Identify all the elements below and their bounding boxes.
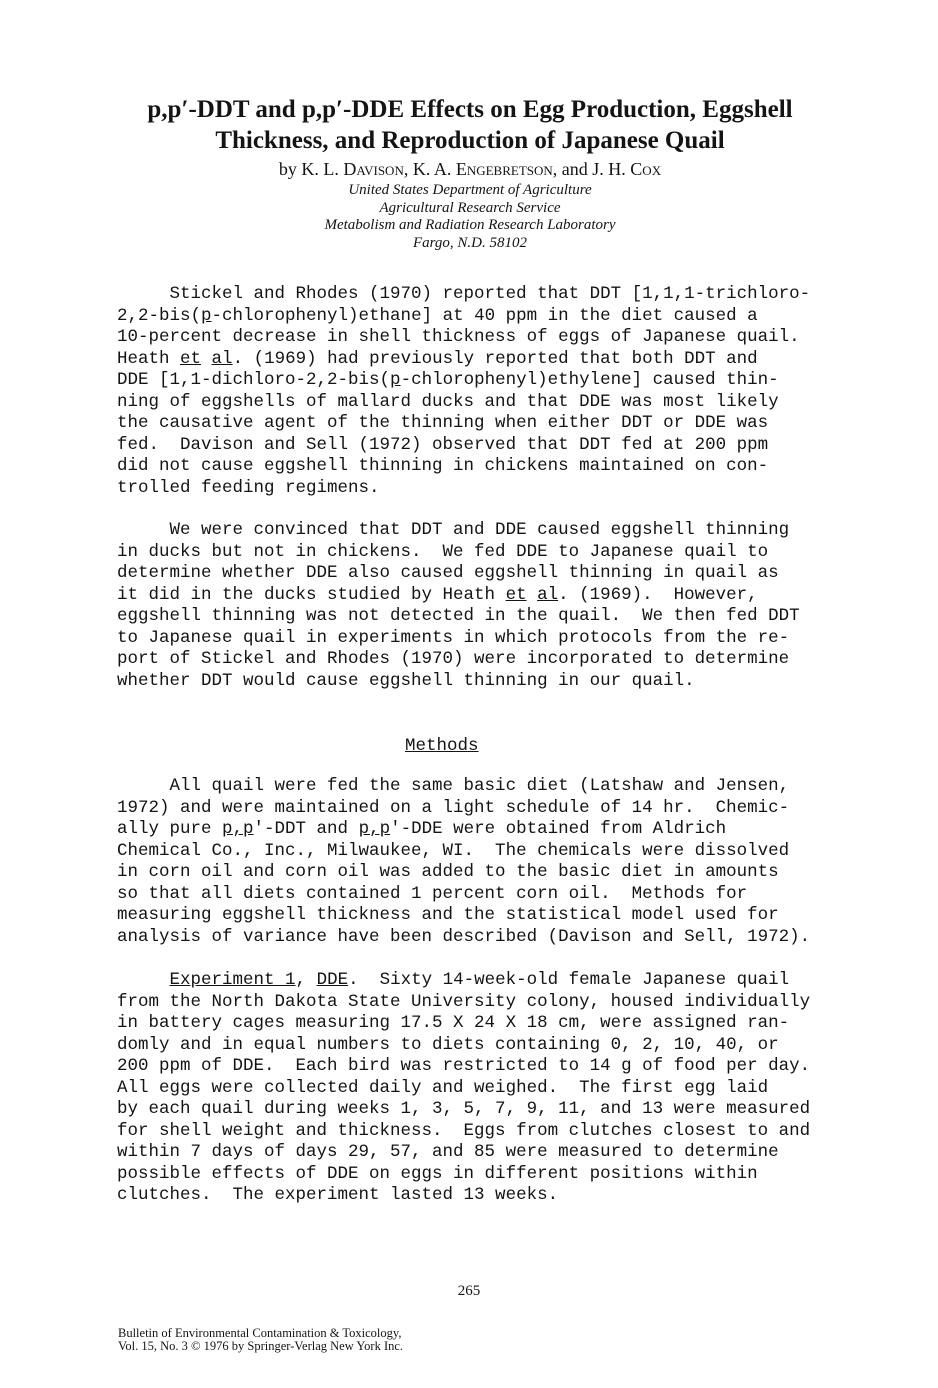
indent xyxy=(117,970,170,990)
text-line: analysis of variance have been described (Davison and Sell, 1972). xyxy=(117,926,811,947)
text-line: All quail were fed the same basic diet (Latshaw and Jensen, xyxy=(117,776,790,796)
text-line: the causative agent of the thinning when either DDT or DDE was xyxy=(117,413,769,433)
text-line: All eggs were collected daily and weighed. The first egg laid xyxy=(117,1077,769,1098)
space xyxy=(201,349,212,369)
et-al-al: al xyxy=(211,348,233,369)
text-line: for shell weight and thickness. Eggs from clutches closest to and xyxy=(117,1120,811,1141)
intro-paragraph-2 xyxy=(117,520,837,692)
text-line: '-DDE were obtained from Aldrich xyxy=(390,819,727,839)
text-line: whether DDT would cause eggshell thinning in our quail. xyxy=(117,670,695,691)
et-al-al: al xyxy=(537,584,559,605)
text-line: Chemical Co., Inc., Milwaukee, WI. The chemicals were dissolved xyxy=(117,840,790,861)
italic-pp: p,p xyxy=(222,819,254,839)
footer-line-2: Vol. 15, No. 3 © 1976 by Springer-Verlag New York Inc. xyxy=(118,1339,404,1353)
author-sep-2: , and J. H. xyxy=(552,159,631,179)
text-line: -chlorophenyl)ethylene] caused thin- xyxy=(400,370,779,390)
text-line: possible effects of DDE on eggs in different positions within xyxy=(117,1163,758,1184)
methods-paragraph-2 xyxy=(117,970,837,1207)
author-davison: Davison xyxy=(343,159,404,179)
text-line: in ducks but not in chickens. We fed DDE to Japanese quail to xyxy=(117,541,769,562)
methods-paragraph-1 xyxy=(117,776,837,948)
text-line: eggshell thinning was not detected in the quail. We then fed DDT xyxy=(117,606,800,626)
text-line: domly and in equal numbers to diets containing 0, 2, 10, 40, or xyxy=(117,1034,779,1055)
author-line xyxy=(100,158,840,180)
journal-footer xyxy=(118,1327,403,1353)
text-line: did not cause eggshell thinning in chickens maintained on con- xyxy=(117,456,769,476)
text-line: 1972) and were maintained on a light schedule of 14 hr. Chemic- xyxy=(117,797,790,818)
methods-heading: Methods xyxy=(405,736,479,756)
text-line: 200 ppm of DDE. Each bird was restricted to 14 g of food per day. xyxy=(117,1056,811,1076)
text-line: ally pure xyxy=(117,819,223,839)
text-line: fed. Davison and Sell (1972) observed that DDT fed at 200 ppm xyxy=(117,434,769,455)
text-line: ning of eggshells of mallard ducks and that DDE was most likely xyxy=(117,391,779,412)
text-line: clutches. The experiment lasted 13 weeks. xyxy=(117,1185,559,1205)
text-line: by each quail during weeks 1, 3, 5, 7, 9, 11, and 13 were measured xyxy=(117,1099,811,1119)
experiment-label: Experiment 1 xyxy=(169,970,296,990)
author-sep-1: , K. A. xyxy=(403,159,456,179)
title-line-2: Thickness, and Reproduction of Japanese Quail xyxy=(215,127,725,154)
text-line: . (1969). However, xyxy=(558,584,758,605)
text-line: in corn oil and corn oil was added to the basic diet in amounts xyxy=(117,862,779,882)
text-line: DDE [1,1-dichloro-2,2-bis( xyxy=(117,370,391,390)
text-line: . Sixty 14-week-old female Japanese quail xyxy=(348,970,790,990)
text-line: from the North Dakota State University colony, housed individually xyxy=(117,991,811,1012)
et-al-et: et xyxy=(180,348,202,369)
author-prefix: by K. L. xyxy=(278,159,344,179)
text-line: measuring eggshell thickness and the statistical model used for xyxy=(117,905,779,925)
italic-pp: p,p xyxy=(358,819,391,839)
italic-p: p xyxy=(201,305,212,326)
text-line: trolled feeding regimens. xyxy=(117,477,380,498)
affiliation-line: Metabolism and Radiation Research Laboratory xyxy=(324,217,616,233)
text-line: 2,2-bis( xyxy=(117,305,202,326)
text-line: in battery cages measuring 17.5 X 24 X 18 cm, were assigned ran- xyxy=(117,1013,790,1033)
experiment-compound: DDE xyxy=(316,970,349,990)
text-line: determine whether DDE also caused eggshell thinning in quail as xyxy=(117,563,779,583)
affiliation xyxy=(100,182,840,252)
text-line: '-DDT and xyxy=(253,819,359,839)
et-al-et: et xyxy=(505,584,527,605)
text-line: so that all diets contained 1 percent corn oil. Methods for xyxy=(117,883,748,904)
intro-paragraph-1 xyxy=(117,284,837,499)
space xyxy=(527,585,538,605)
italic-p: p xyxy=(390,370,401,390)
text-line: Heath xyxy=(117,348,181,369)
author-cox: Cox xyxy=(630,159,662,179)
text-line: 10-percent decrease in shell thickness of eggs of Japanese quail. xyxy=(117,327,800,347)
affiliation-line: Agricultural Research Service xyxy=(379,199,561,216)
text-line: . (1969) had previously reported that both DDT and xyxy=(232,348,758,369)
paper-title xyxy=(100,94,840,156)
footer-line-1: Bulletin of Environmental Contamination & Toxicology, xyxy=(118,1326,402,1340)
text-line: We were convinced that DDT and DDE caused eggshell thinning xyxy=(117,520,790,540)
text-line: -chlorophenyl)ethane] at 40 ppm in the diet caused a xyxy=(211,305,758,326)
text-line: to Japanese quail in experiments in which protocols from the re- xyxy=(117,627,790,648)
title-line-1: p,p′-DDT and p,p′-DDE Effects on Egg Production, Eggshell xyxy=(147,96,793,123)
author-engebretson: Engebretson xyxy=(455,159,553,179)
page-number: 265 xyxy=(457,1283,481,1299)
text-line: port of Stickel and Rhodes (1970) were incorporated to determine xyxy=(117,649,790,669)
text-line: Stickel and Rhodes (1970) reported that DDT [1,1,1-trichloro- xyxy=(117,284,811,304)
text-line: it did in the ducks studied by Heath xyxy=(117,584,506,605)
comma: , xyxy=(295,970,317,990)
affiliation-line: Fargo, N.D. 58102 xyxy=(412,234,528,251)
affiliation-line: United States Department of Agriculture xyxy=(348,182,592,198)
text-line: within 7 days of days 29, 57, and 85 were measured to determine xyxy=(117,1142,779,1162)
